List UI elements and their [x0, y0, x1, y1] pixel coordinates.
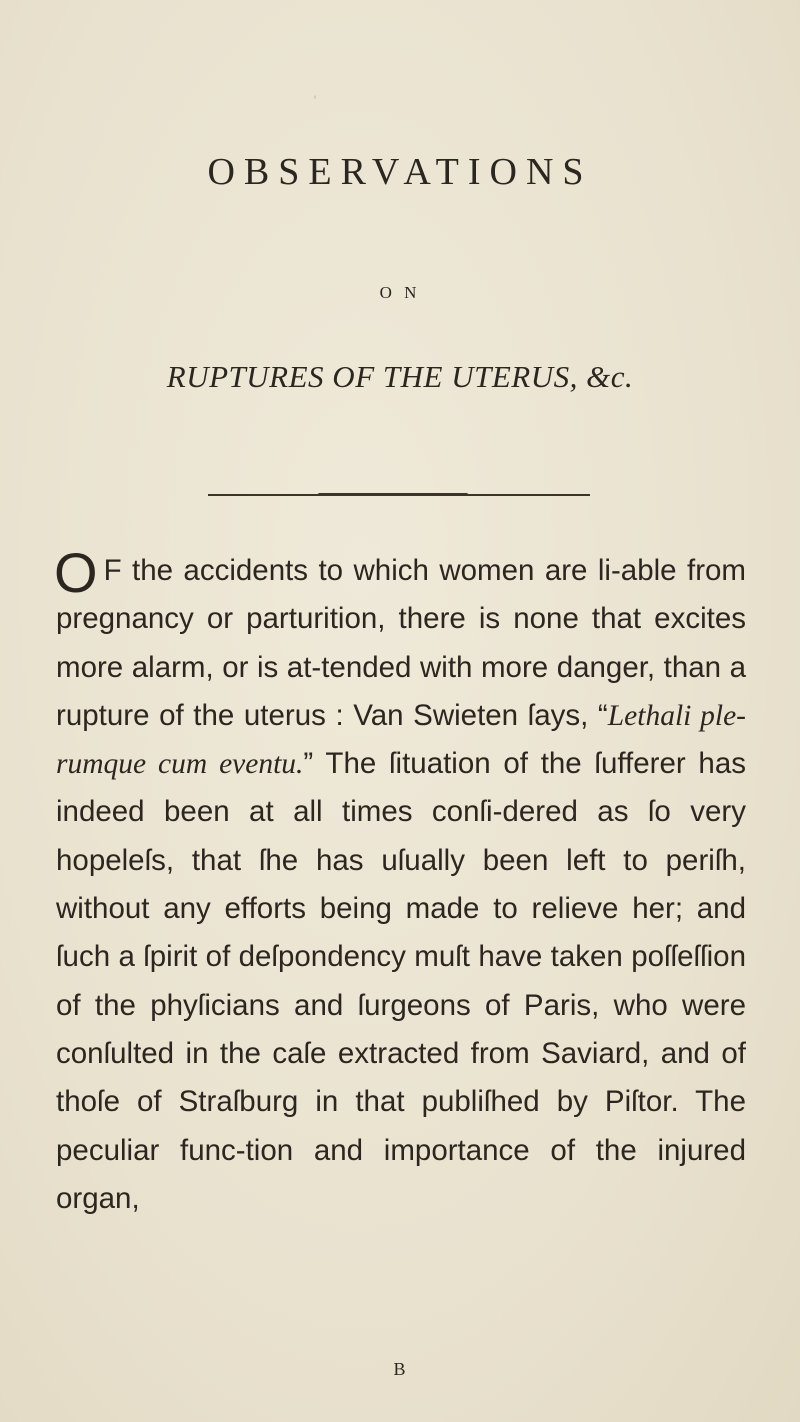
- page-subtitle: RUPTURES OF THE UTERUS, &c.: [166, 359, 634, 394]
- section-rule: [208, 494, 590, 496]
- title-connector: O N: [379, 283, 421, 302]
- bleed-through-mark: ˈ: [312, 92, 318, 112]
- signature-mark: B: [393, 1359, 407, 1379]
- body-text-segment-2: ” The ſituation of the ſufferer has indeed been at all times conſi-dered as ſo very hopeleſs, that ſhe has uſually been left to periſh, without any efforts being made to relieve her; and ſuch a ſpirit of deſpondency muſt have taken poſſeſſion of the phyſicians and ſurgeons of Paris, who were conſulted in the caſe extracted from Saviard, and of thoſe of Straſburg in that publiſhed by Piſtor. The peculiar func-tion and importance of the injured organ,: [56, 747, 746, 1215]
- drop-cap: O: [54, 541, 98, 604]
- body-paragraph: [54, 541, 746, 1223]
- latin-quote: Lethali ple-rumque cum eventu.: [56, 699, 746, 781]
- body-text-segment-1: F the accidents to which women are li-able from pregnancy or parturition, there is none that excites more alarm, or is at-tended with more danger, than a rupture of the uterus : Van Swieten ſays, “: [56, 554, 746, 732]
- page-title: OBSERVATIONS: [207, 151, 593, 193]
